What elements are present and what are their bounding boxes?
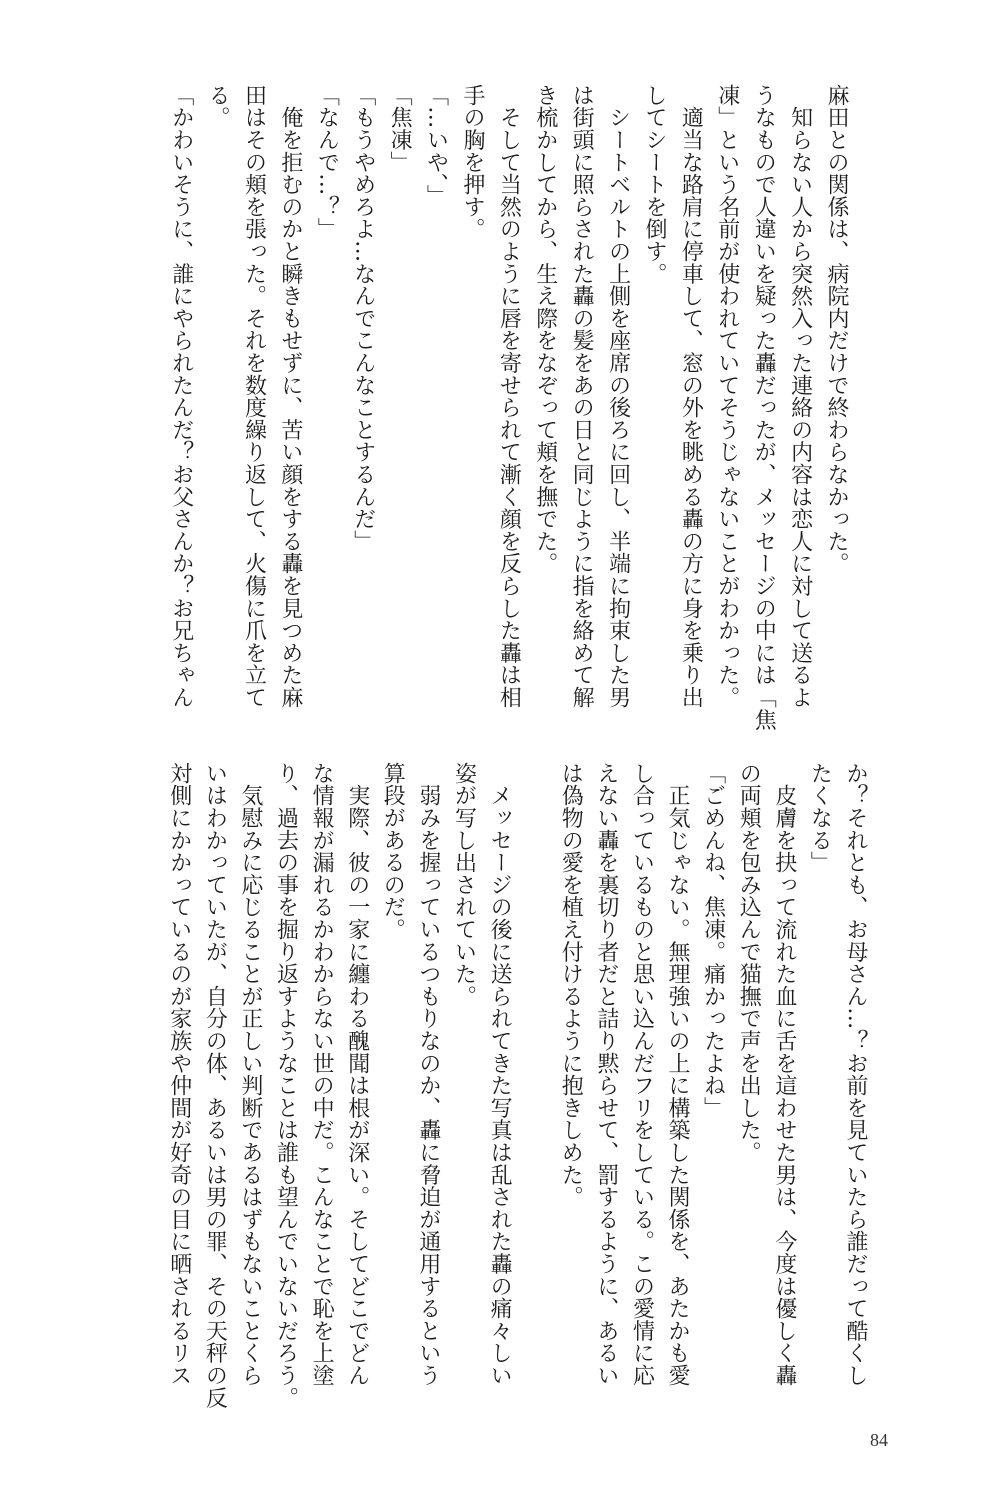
text-line: の両頬を包み込んで猫撫で声を出した。 bbox=[736, 762, 762, 1164]
page-number: 84 bbox=[870, 1430, 888, 1450]
text-line: 手の胸を押す。 bbox=[459, 84, 485, 241]
text-line: シートベルトの上側を座席の後ろに回し、半端に拘束した男 bbox=[605, 84, 631, 709]
text-line bbox=[517, 762, 553, 1412]
text-line: 「ごめんね、焦凍。痛かったよね」 bbox=[700, 762, 726, 1119]
text-line: してシートを倒す。 bbox=[641, 84, 667, 285]
text-line: うなもので人違いを疑った轟だったが、メッセージの中には「焦 bbox=[751, 84, 777, 731]
text-line: し合っているものと思い込んだフリをしている。この愛情に応 bbox=[629, 762, 655, 1387]
text-line: 姿が写し出されていた。 bbox=[451, 762, 477, 1008]
text-line: 麻田との関係は、病院内だけで終わらなかった。 bbox=[824, 84, 849, 575]
text-line: 実際、彼の一家に纏わる醜聞は根が深い。そしてどこでどん bbox=[344, 762, 370, 1387]
text-line: 「焦凍」 bbox=[387, 84, 413, 174]
text-block-top bbox=[162, 84, 854, 734]
text-line: 算段があるのだ。 bbox=[380, 762, 406, 941]
text-line: り、過去の事を掘り返すようなことは誰も望んでいないだろう。 bbox=[273, 762, 299, 1409]
text-line: 対側にかかっているのが家族や仲間が好奇の目に晒されるリス bbox=[166, 762, 192, 1387]
text-line: 「…いや、」 bbox=[423, 84, 449, 207]
text-line: 皮膚を抉って流れた血に舌を這わせた男は、今度は優しく轟 bbox=[771, 762, 797, 1387]
text-line: えない轟を裏切り者だと詰り黙らせて、罰するように、あるい bbox=[593, 762, 619, 1387]
text-line: 知らない人から突然入った連絡の内容は恋人に対して送るよ bbox=[787, 84, 813, 709]
text-line: 田はその頬を張った。それを数度繰り返して、火傷に爪を立て bbox=[241, 84, 267, 709]
text-line: る。 bbox=[205, 84, 231, 129]
text-line: き梳かしてから、生え際をなぞって頬を撫でた。 bbox=[532, 84, 558, 575]
text-line: か？それとも、お母さん…？お前を見ていたら誰だって酷くし bbox=[843, 762, 868, 1387]
text-line: いはわかっていたが、自分の体、あるいは男の罪、その天秤の反 bbox=[202, 762, 228, 1409]
text-line: は街頭に照らされた轟の髪をあの日と同じように指を絡めて解 bbox=[569, 84, 595, 709]
text-line: そして当然のように唇を寄せられて漸く顔を反らした轟は相 bbox=[496, 84, 522, 709]
text-line: たくなる」 bbox=[807, 762, 833, 874]
text-line: な情報が漏れるかわからない世の中だ。こんなことで恥を上塗 bbox=[309, 762, 335, 1387]
text-line: 「もうやめろよ…なんでこんなことするんだ」 bbox=[350, 84, 376, 553]
text-line: 適当な路肩に停車して、窓の外を眺める轟の方に身を乗り出 bbox=[678, 84, 704, 709]
text-line: 正気じゃない。無理強いの上に構築した関係を、あたかも愛 bbox=[665, 762, 691, 1387]
text-line: 俺を拒むのかと瞬きもせずに、苦い顔をする轟を見つめた麻 bbox=[277, 84, 303, 709]
text-line: 凍」という名前が使われていてそうじゃないことがわかった。 bbox=[714, 84, 740, 709]
text-line: 弱みを握っているつもりなのか、轟に脅迫が通用するという bbox=[415, 762, 441, 1387]
text-line: メッセージの後に送られてきた写真は乱された轟の痛々しい bbox=[487, 762, 513, 1387]
text-block-bottom bbox=[161, 762, 873, 1412]
text-line: は偽物の愛を植え付けるように抱きしめた。 bbox=[558, 762, 584, 1208]
text-line: 気慰みに応じることが正しい判断であるはずもないことくら bbox=[237, 762, 263, 1387]
text-line: 「かわいそうに、誰にやられたんだ？お父さんか？お兄ちゃん bbox=[168, 84, 194, 709]
text-line: 「なんで…？」 bbox=[314, 84, 340, 241]
